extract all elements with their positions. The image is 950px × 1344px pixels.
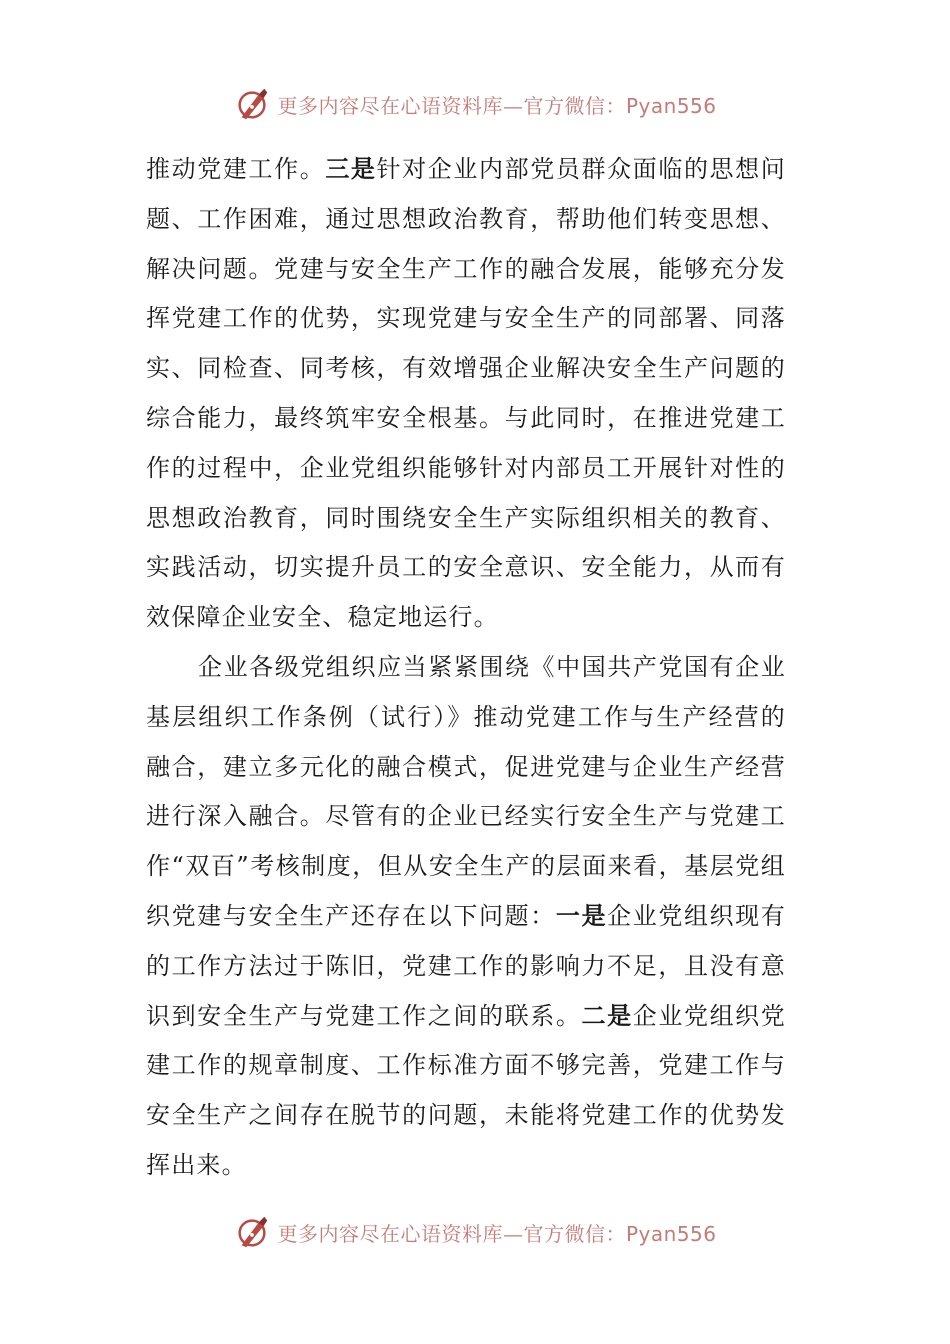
paragraph bbox=[146, 643, 786, 1191]
watermark-text: 更多内容尽在心语资料库—官方微信：Pyan556 bbox=[277, 1221, 717, 1246]
watermark-handle: Pyan556 bbox=[625, 1221, 717, 1246]
watermark-text: 更多内容尽在心语资料库—官方微信：Pyan556 bbox=[277, 93, 717, 118]
bold-lead-phrase: 三是 bbox=[325, 155, 377, 183]
text-segment: 企业党组织党建工作的规章制度、工作标准方面不够完善，党建工作与安全生产之间存在脱节的问题，未能将党建工作的优势发挥出来。 bbox=[146, 1001, 786, 1179]
bold-lead-phrase: 二是 bbox=[581, 1001, 633, 1030]
text-segment: 企业党组织现有的工作方法过于陈旧，党建工作的影响力不足，且没有意识到安全生产与党建工作之间的联系。 bbox=[146, 901, 786, 1030]
document-body bbox=[146, 145, 786, 1191]
text-segment: 推动党建工作。 bbox=[146, 155, 326, 183]
bold-lead-phrase: 一是 bbox=[555, 901, 608, 930]
pen-nib-circle-icon bbox=[233, 85, 271, 123]
watermark-header bbox=[0, 82, 950, 126]
text-segment: 企业各级党组织应当紧紧围绕《中国共产党国有企业基层组织工作条例（试行）》推动党建工作与生产经营的融合，建立多元化的融合模式，促进党建与企业生产经营进行深入融合。尽管有的企业已经实行安全生产与党建工作“双百”考核制度，但从安全生产的层面来看，基层党组织党建与安全生产还存在以下问题： bbox=[146, 652, 786, 930]
text-segment: 针对企业内部党员群众面临的思想问题、工作困难，通过思想政治教育，帮助他们转变思想、解决问题。党建与安全生产工作的融合发展，能够充分发挥党建工作的优势，实现党建与安全生产的同部署、同落实、同检查、同考核，有效增强企业解决安全生产问题的综合能力，最终筑牢安全根基。与此同时，在推进党建工作的过程中，企业党组织能够针对内部员工开展针对性的思想政治教育，同时围绕安全生产实际组织相关的教育、实践活动，切实提升员工的安全意识、安全能力，从而有效保障企业安全、稳定地运行。 bbox=[146, 155, 786, 632]
watermark-handle: Pyan556 bbox=[625, 93, 717, 118]
pen-nib-circle-icon bbox=[233, 1213, 271, 1251]
watermark-footer bbox=[0, 1210, 950, 1254]
paragraph bbox=[146, 145, 786, 643]
